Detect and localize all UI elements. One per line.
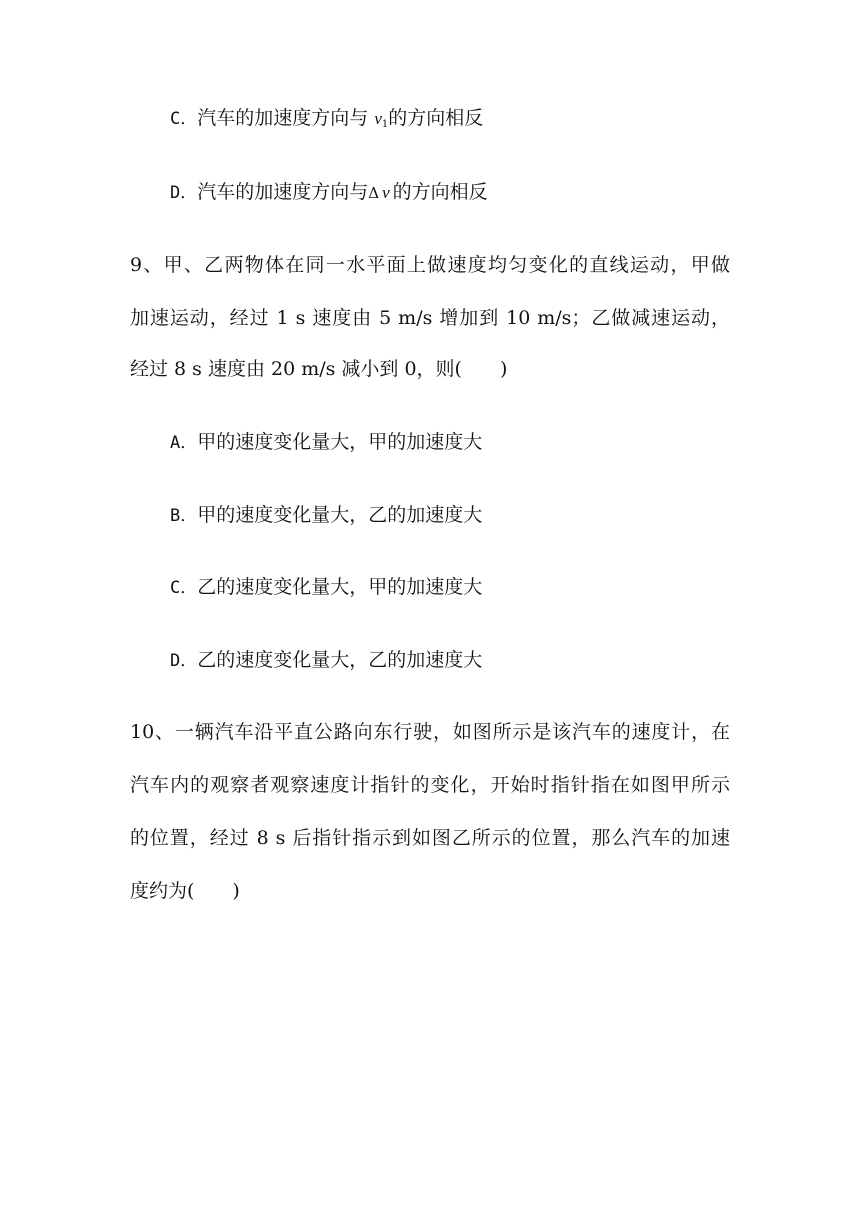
option-text: 的方向相反 [392,181,488,203]
q9-stem-line-3: 经过 8 s 速度由 20 m/s 减小到 0，则( ) [130,358,508,380]
option-text: 甲的速度变化量大，甲的加速度大 [197,431,483,453]
velocity-symbol: v [382,183,390,202]
q10-stem-line-3: 的位置，经过 8 s 后指针指示到如图乙所示的位置，那么汽车的加速 [130,827,730,849]
option-letter: D． [170,183,198,203]
option-letter: C． [170,578,198,598]
q9-option-c [170,575,482,600]
q8-option-d [170,180,488,205]
q9-option-a [170,430,482,455]
q9-option-b [170,503,482,528]
delta-symbol: Δ [368,184,380,202]
q9-option-d [170,648,482,673]
option-text: 甲的速度变化量大，乙的加速度大 [197,504,483,526]
q10-stem-line-2: 汽车内的观察者观察速度计指针的变化，开始时指针指在如图甲所示 [130,774,730,796]
option-text: 乙的速度变化量大，乙的加速度大 [197,649,483,671]
q10-stem-line-1: 10、一辆汽车沿平直公路向东行驶，如图所示是该汽车的速度计，在 [130,721,730,743]
option-text: 乙的速度变化量大，甲的加速度大 [197,576,483,598]
option-text: 汽车的加速度方向与 [197,107,369,129]
q10-stem-line-4: 度约为( ) [130,880,240,902]
option-letter: D． [170,651,198,671]
q9-stem-line-1: 9、甲、乙两物体在同一水平面上做速度均匀变化的直线运动，甲做 [130,254,730,276]
option-text: 汽车的加速度方向与 [197,181,369,203]
option-letter: C． [170,109,198,129]
q8-option-c [170,106,483,137]
option-text: 的方向相反 [388,107,484,129]
q9-stem-line-2: 加速运动，经过 1 s 速度由 5 m/s 增加到 10 m/s；乙做减速运动， [130,307,730,329]
velocity-symbol: v [374,109,382,128]
velocity-subscript: 1 [381,119,389,130]
option-letter: A． [170,433,198,453]
option-letter: B． [170,506,198,526]
